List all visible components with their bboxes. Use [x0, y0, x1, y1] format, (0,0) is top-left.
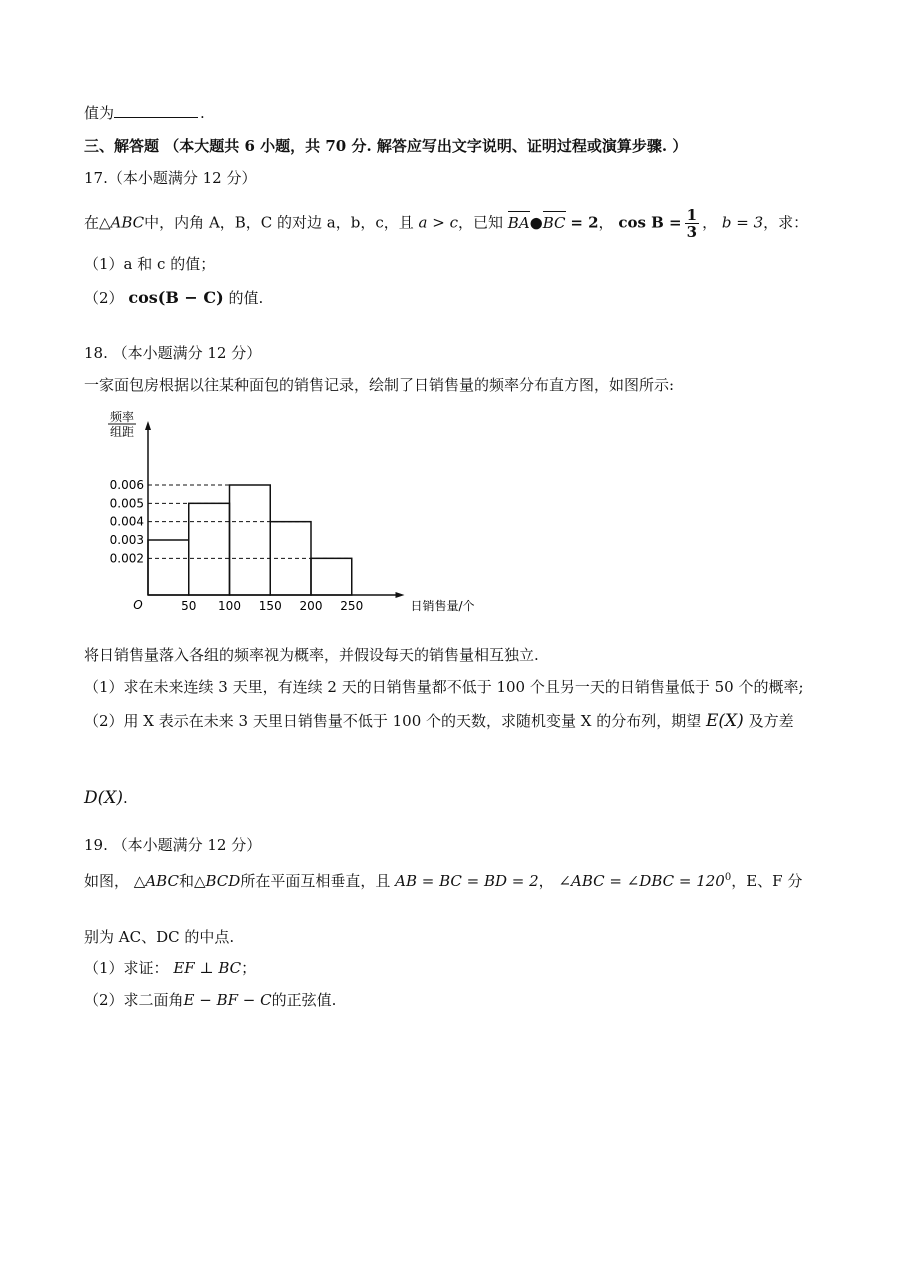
y-axis-arrow — [145, 421, 151, 430]
x-tick-label: 100 — [218, 599, 241, 613]
q17-stem-b: 中，内角 A，B，C 的对边 a，b，c，且 — [144, 213, 414, 232]
q17-part2 — [84, 288, 263, 308]
section-title-text: 三、解答题 — [84, 137, 160, 155]
q19-a: 如图， — [84, 872, 130, 890]
vector-bc: BC — [542, 213, 566, 232]
q18-part2-tail: 及方差 — [748, 712, 794, 730]
q19-c: ，E、F 分 — [731, 872, 803, 890]
q18-ex: E(X) — [706, 711, 744, 731]
section-title — [84, 136, 687, 156]
y-tick-label: 0.005 — [109, 496, 144, 511]
degree-sup: 0 — [724, 872, 732, 883]
fraction-denominator: 3 — [686, 223, 698, 241]
y-tick-label: 0.004 — [109, 514, 144, 529]
q19-tri1: △ABC — [133, 872, 179, 890]
section-note: （本大题共 6 小题，共 70 分. 解答应写出文字说明、证明过程或演算步骤. ） — [164, 137, 688, 155]
x-tick-label: 250 — [340, 599, 364, 613]
q19-part1-tail: ； — [241, 959, 257, 977]
q18-dx-line — [84, 788, 128, 808]
answer-blank — [114, 103, 198, 118]
q17-eq2: = 2 — [570, 213, 599, 232]
q17-cond: a > c — [418, 213, 458, 232]
q17-part2-tail: 的值. — [228, 289, 264, 307]
histogram-bar — [311, 558, 352, 595]
q19-part1 — [84, 958, 256, 978]
q19-part2-math: E − BF − C — [183, 991, 272, 1009]
q18-dx: D(X) — [84, 788, 123, 808]
q18-part2-text: （2）用 X 表示在未来 3 天里日销售量不低于 100 个的天数，求随机变量 X 的分布列，期望 — [84, 712, 702, 730]
q17-stem-a: 在 — [84, 213, 100, 232]
q18-part1: （1）求在未来连续 3 天里，有连续 2 天的日销售量都不低于 100 个且另一天的日销售量低于 50 个的概率; — [84, 678, 804, 696]
q19-tri2: △BCD — [193, 872, 241, 890]
q19-and: 和 — [178, 872, 194, 890]
histogram-bar — [189, 503, 230, 595]
x-tick-label: 150 — [258, 599, 282, 613]
q17-part1: （1）a 和 c 的值； — [84, 255, 216, 273]
fill-blank-line — [84, 103, 205, 123]
q19-part1-math: EF ⊥ BC — [173, 959, 242, 977]
vector-ba: BA — [507, 213, 530, 232]
x-tick-label: 200 — [299, 599, 323, 613]
histogram-bar — [230, 485, 271, 595]
x-axis-label: 日销售量/个 — [410, 599, 475, 613]
q19-part1-label: （1）求证： — [84, 959, 169, 977]
q18-header: 18. （本小题满分 12 分） — [84, 344, 262, 362]
q17-header: 17.（本小题满分 12 分） — [84, 169, 257, 187]
q17-b-eq: b = 3 — [721, 213, 764, 232]
q19-comma: ， — [538, 872, 554, 890]
y-tick-label: 0.002 — [109, 551, 144, 566]
fraction-numerator: 1 — [686, 206, 698, 224]
y-tick-label: 0.006 — [109, 478, 144, 492]
q18-dx-tail: . — [123, 789, 128, 807]
q19-stem — [84, 868, 802, 891]
q17-stem-d: ， — [598, 213, 614, 232]
q17-part2-math: cos(B − C) — [128, 288, 224, 307]
q18-paragraph: 将日销售量落入各组的频率视为概率，并假设每天的销售量相互独立. — [84, 646, 539, 664]
q19-part2-tail: 的正弦值. — [271, 991, 337, 1009]
y-tick-label: 0.003 — [109, 533, 144, 547]
q17-stem-f: ，求： — [763, 213, 809, 232]
blank-prefix: 值为 — [84, 104, 115, 122]
q17-stem-e: ， — [702, 213, 718, 232]
q19-line2: 别为 AC、DC 的中点. — [84, 928, 235, 946]
histogram-bar — [148, 540, 189, 595]
q17-part2-label: （2） — [84, 289, 124, 307]
q17-stem-c: ，已知 — [458, 213, 504, 232]
q19-header: 19. （本小题满分 12 分） — [84, 836, 262, 854]
q18-intro: 一家面包房根据以往某种面包的销售记录，绘制了日销售量的频率分布直方图，如图所示: — [84, 376, 675, 394]
q19-part2-label: （2）求二面角 — [84, 991, 184, 1009]
x-tick-label: 50 — [181, 599, 197, 613]
q17-stem — [84, 207, 808, 240]
y-label-top: 频率 — [109, 410, 135, 424]
origin-label: O — [133, 598, 143, 612]
fraction-one-third — [685, 207, 699, 240]
x-axis-arrow — [396, 592, 405, 598]
q19-b: 所在平面互相垂直，且 — [240, 872, 391, 890]
q18-part2 — [84, 711, 794, 731]
histogram-layer — [108, 409, 475, 613]
dot-symbol: ● — [529, 213, 543, 232]
q17-triangle: △ABC — [99, 213, 145, 232]
frequency-histogram — [96, 405, 496, 635]
q19-eq: AB = BC = BD = 2 — [395, 872, 539, 890]
y-label-bottom: 组距 — [109, 425, 135, 439]
blank-suffix: . — [200, 104, 205, 122]
q19-part2 — [84, 990, 336, 1010]
q17-cos: cos B = — [618, 213, 682, 232]
q19-angle: ∠ABC = ∠DBC = 120 — [558, 872, 725, 890]
